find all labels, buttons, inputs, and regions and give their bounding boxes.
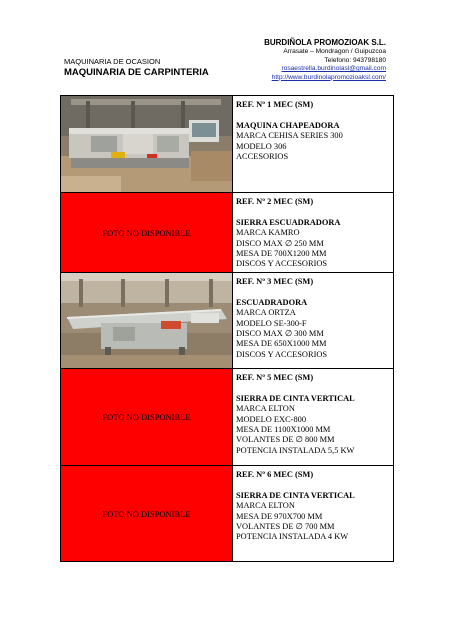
company-address: Arrasate – Mondragon / Guipuzcoa <box>283 48 386 55</box>
item-description-cell <box>233 273 394 369</box>
item-spec: DISCOS Y ACCESORIOS <box>236 259 328 269</box>
item-ref: REF. Nº 3 MEC (SM) <box>236 277 314 286</box>
photo-unavailable-placeholder <box>61 193 232 272</box>
item-spec: ACCESORIOS <box>236 152 289 162</box>
item-spec: VOLANTES DE ∅ 700 MM <box>236 522 335 532</box>
catalog-row <box>61 369 394 466</box>
item-description-cell <box>233 466 394 562</box>
item-spec: MESA DE 650X1000 MM <box>236 339 327 349</box>
item-name: MAQUINA CHAPEADORA <box>236 120 340 130</box>
edge-banding-machine-photo <box>61 96 232 192</box>
item-spec: VOLANTES DE ∅ 800 MM <box>236 435 335 445</box>
company-email-link[interactable]: rosaestrella.burdinolasl@gmail.com <box>281 65 386 73</box>
item-spec: MARCA ORTZA <box>236 308 296 318</box>
item-spec: POTENCIA INSTALADA 5,5 KW <box>236 445 355 455</box>
item-spec: DISCO MAX ∅ 300 MM <box>236 329 324 339</box>
item-photo-cell <box>61 193 233 273</box>
item-description-cell <box>233 96 394 193</box>
item-spec: MODELO EXC-800 <box>236 414 307 424</box>
item-spec: MODELO SE-300-F <box>236 318 307 328</box>
item-description-cell <box>233 369 394 466</box>
item-spec: MESA DE 970X700 MM <box>236 511 323 521</box>
panel-saw-photo <box>61 273 232 368</box>
item-spec: MARCA CEHISA SERIES 300 <box>236 131 343 141</box>
document-header-left <box>64 57 209 79</box>
category-title: MAQUINARIA DE CARPINTERIA <box>64 67 209 78</box>
item-name: ESCUADRADORA <box>236 297 308 307</box>
item-ref: REF. Nº 1 MEC (SM) <box>236 100 314 109</box>
company-website-link[interactable]: http://www.burdinolapromozioaksl.com/ <box>271 73 386 81</box>
item-spec: MARCA KAMRO <box>236 228 300 238</box>
item-name: SIERRA ESCUADRADORA <box>236 217 341 227</box>
item-name: SIERRA DE CINTA VERTICAL <box>236 393 355 403</box>
catalog-row <box>61 466 394 562</box>
item-photo-cell <box>61 273 233 369</box>
item-spec: POTENCIA INSTALADA 4 KW <box>236 532 349 542</box>
item-photo-cell <box>61 96 233 193</box>
item-spec: DISCO MAX ∅ 250 MM <box>236 238 324 248</box>
company-phone: Telefono: 943798180 <box>324 56 386 64</box>
catalog-row <box>61 193 394 273</box>
catalog-row <box>61 273 394 369</box>
item-spec: MESA DE 700X1200 MM <box>236 249 327 259</box>
photo-unavailable-placeholder <box>61 466 232 561</box>
company-header <box>264 38 386 82</box>
photo-unavailable-placeholder <box>61 369 232 465</box>
catalog-row <box>61 96 394 193</box>
item-spec: MODELO 306 <box>236 141 287 151</box>
machinery-catalog-table <box>60 95 394 562</box>
item-spec: DISCOS Y ACCESORIOS <box>236 349 328 359</box>
item-description-cell <box>233 193 394 273</box>
item-spec: MARCA ELTON <box>236 404 295 414</box>
item-ref: REF. Nº 5 MEC (SM) <box>236 373 314 382</box>
item-spec: MESA DE 1100X1000 MM <box>236 425 331 435</box>
item-name: SIERRA DE CINTA VERTICAL <box>236 490 355 500</box>
item-ref: REF. Nº 2 MEC (SM) <box>236 197 314 206</box>
category-subtitle: MAQUINARIA DE OCASION <box>64 57 161 66</box>
item-photo-cell <box>61 466 233 562</box>
company-name: BURDIÑOLA PROMOZIOAK S.L. <box>264 38 386 47</box>
item-ref: REF. Nº 6 MEC (SM) <box>236 470 314 479</box>
item-photo-cell <box>61 369 233 466</box>
photo-unavailable-label: FOTO NO DISPONIBLE <box>102 508 191 519</box>
photo-unavailable-label: FOTO NO DISPONIBLE <box>102 412 191 422</box>
item-spec: MARCA ELTON <box>236 501 295 511</box>
photo-unavailable-label: FOTO NO DISPONIBLE <box>102 227 191 238</box>
